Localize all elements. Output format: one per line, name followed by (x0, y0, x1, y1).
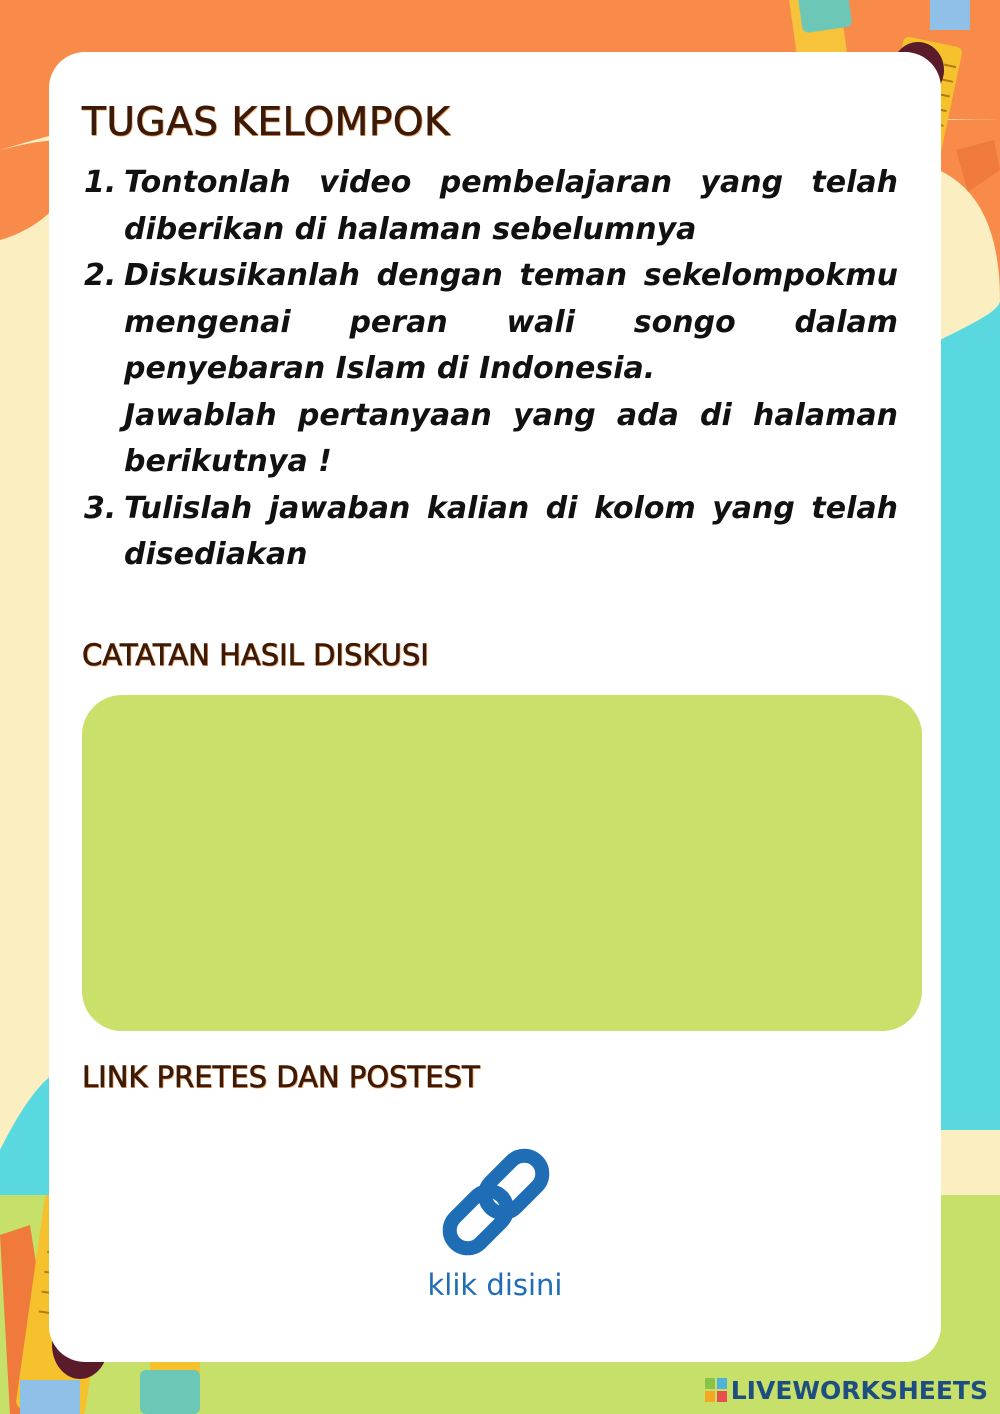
task-number: 1. (84, 165, 117, 200)
task-number: 3. (84, 490, 117, 526)
list-item (82, 486, 898, 579)
link-heading: LINK PRETES DAN POSTEST (82, 1060, 480, 1094)
discussion-notes-field[interactable] (82, 695, 922, 1031)
liveworksheets-logo-icon (705, 1378, 727, 1402)
liveworksheets-brand (705, 1374, 988, 1406)
brand-name: LIVEWORKSHEETS (730, 1375, 988, 1405)
chain-link-icon (436, 1140, 556, 1264)
list-item (82, 160, 898, 253)
link-label: klik disini (427, 1268, 563, 1302)
task-number: 2. (84, 258, 117, 293)
pretest-posttest-link[interactable] (410, 1140, 580, 1310)
task-text-continuation: Jawablah pertanyaan yang ada di halaman berikutnya ! (124, 397, 898, 479)
task-text: Diskusikanlah dengan teman sekelompokmu mengenai peran wali songo dalam penyebaran Islam di Indonesia. (124, 258, 898, 386)
task-text: Tulislah jawaban kalian di kolom yang telah disediakan (124, 490, 898, 572)
task-list (82, 160, 898, 579)
notes-heading: CATATAN HASIL DISKUSI (82, 638, 429, 672)
list-item (82, 253, 898, 486)
task-text: Tontonlah video pembelajaran yang telah diberikan di halaman sebelumnya (124, 165, 898, 247)
page-title: TUGAS KELOMPOK (82, 100, 451, 145)
